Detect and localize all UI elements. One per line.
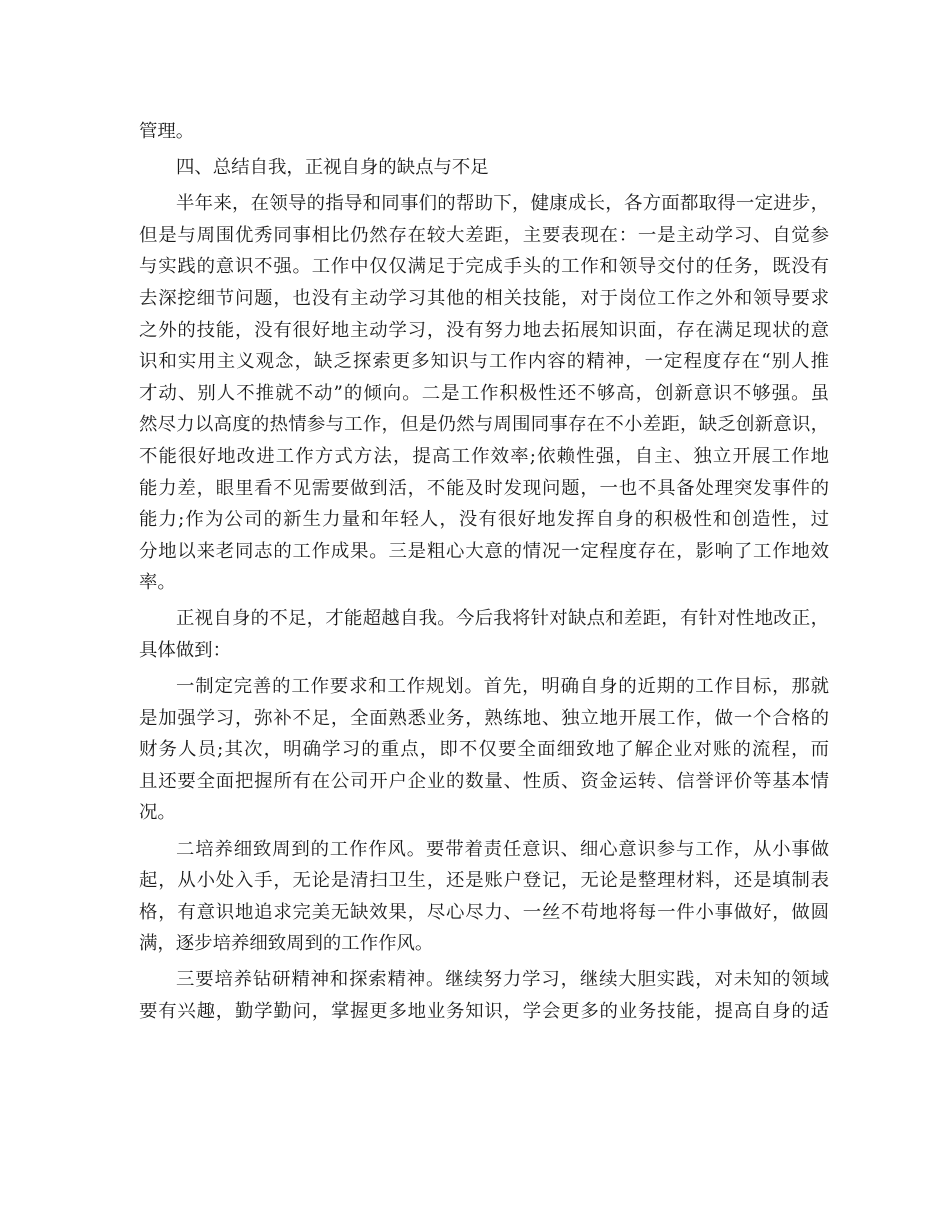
text-line: 具体做到： [139,640,231,661]
text-line: 是加强学习，弥补不足，全面熟悉业务，熟练地、独立地开展工作，做一个合格的 [139,707,829,729]
paragraph [139,603,829,666]
text-line: 起，从小处入手，无论是清扫卫生，还是账户登记，无论是整理材料，还是填制表 [139,870,829,892]
text-line: 半年来，在领导的指导和同事们的帮助下，健康成长，各方面都取得一定进步， [176,193,829,215]
text-line: 识和实用主义观念，缺乏探索更多知识与工作内容的精神，一定程度存在“别人推 [139,351,829,373]
text-line: 四、总结自我，正视自身的缺点与不足 [176,157,489,179]
text-line: 能力差，眼里看不见需要做到活，不能及时发现问题，一也不具备处理突发事件的 [139,477,829,499]
section-heading [139,152,829,184]
document-body [139,116,829,1028]
text-line: 且还要全面把握所有在公司开户企业的数量、性质、资金运转、信誉评价等基本情 [139,770,829,792]
text-line: 财务人员;其次，明确学习的重点，即不仅要全面细致地了解企业对账的流程，而 [139,739,829,761]
text-line: 去深挖细节问题，也没有主动学习其他的相关技能，对于岗位工作之外和领导要求 [139,287,829,309]
text-line: 三要培养钻研精神和探索精神。继续努力学习，继续大胆实践，对未知的领域 [176,969,829,991]
text-line: 与实践的意识不强。工作中仅仅满足于完成手头的工作和领导交付的任务，既没有 [139,256,829,278]
text-line: 要有兴趣，勤学勤问，掌握更多地业务知识，学会更多的业务技能，提高自身的适 [139,1001,829,1023]
text-line: 况。 [139,802,176,824]
text-line: 之外的技能，没有很好地主动学习，没有努力地去拓展知识面，存在满足现状的意 [139,319,829,341]
paragraph [139,964,829,1027]
text-line: 但是与周围优秀同事相比仍然存在较大差距，主要表现在：一是主动学习、自觉参 [139,224,829,246]
paragraph [139,188,829,599]
text-line: 格，有意识地追求完美无缺效果，尽心尽力、一丝不苟地将每一件小事做好，做圆 [139,901,829,923]
text-line: 率。 [139,572,176,594]
text-line: 分地以来老同志的工作成果。三是粗心大意的情况一定程度存在，影响了工作地效 [139,540,829,562]
text-line: 不能很好地改进工作方式方法，提高工作效率;依赖性强，自主、独立开展工作地 [139,445,829,467]
text-line: 一制定完善的工作要求和工作规划。首先，明确自身的近期的工作目标，那就 [176,676,829,698]
text-line: 管理。 [139,121,195,142]
text-line: 二培养细致周到的工作作风。要带着责任意识、细心意识参与工作，从小事做 [176,838,829,860]
text-line: 满，逐步培养细致周到的工作作风。 [139,933,434,955]
text-line: 正视自身的不足，才能超越自我。今后我将针对缺点和差距，有针对性地改正， [176,608,829,630]
paragraph [139,834,829,960]
text-line: 然尽力以高度的热情参与工作，但是仍然与周围同事存在不小差距，缺乏创新意识， [139,414,829,436]
text-line: 才动、别人不推就不动”的倾向。二是工作积极性还不够高，创新意识不够强。虽 [139,382,829,404]
text-line: 能力;作为公司的新生力量和年轻人，没有很好地发挥自身的积极性和创造性，过 [139,509,829,531]
paragraph [139,116,829,148]
paragraph [139,671,829,829]
